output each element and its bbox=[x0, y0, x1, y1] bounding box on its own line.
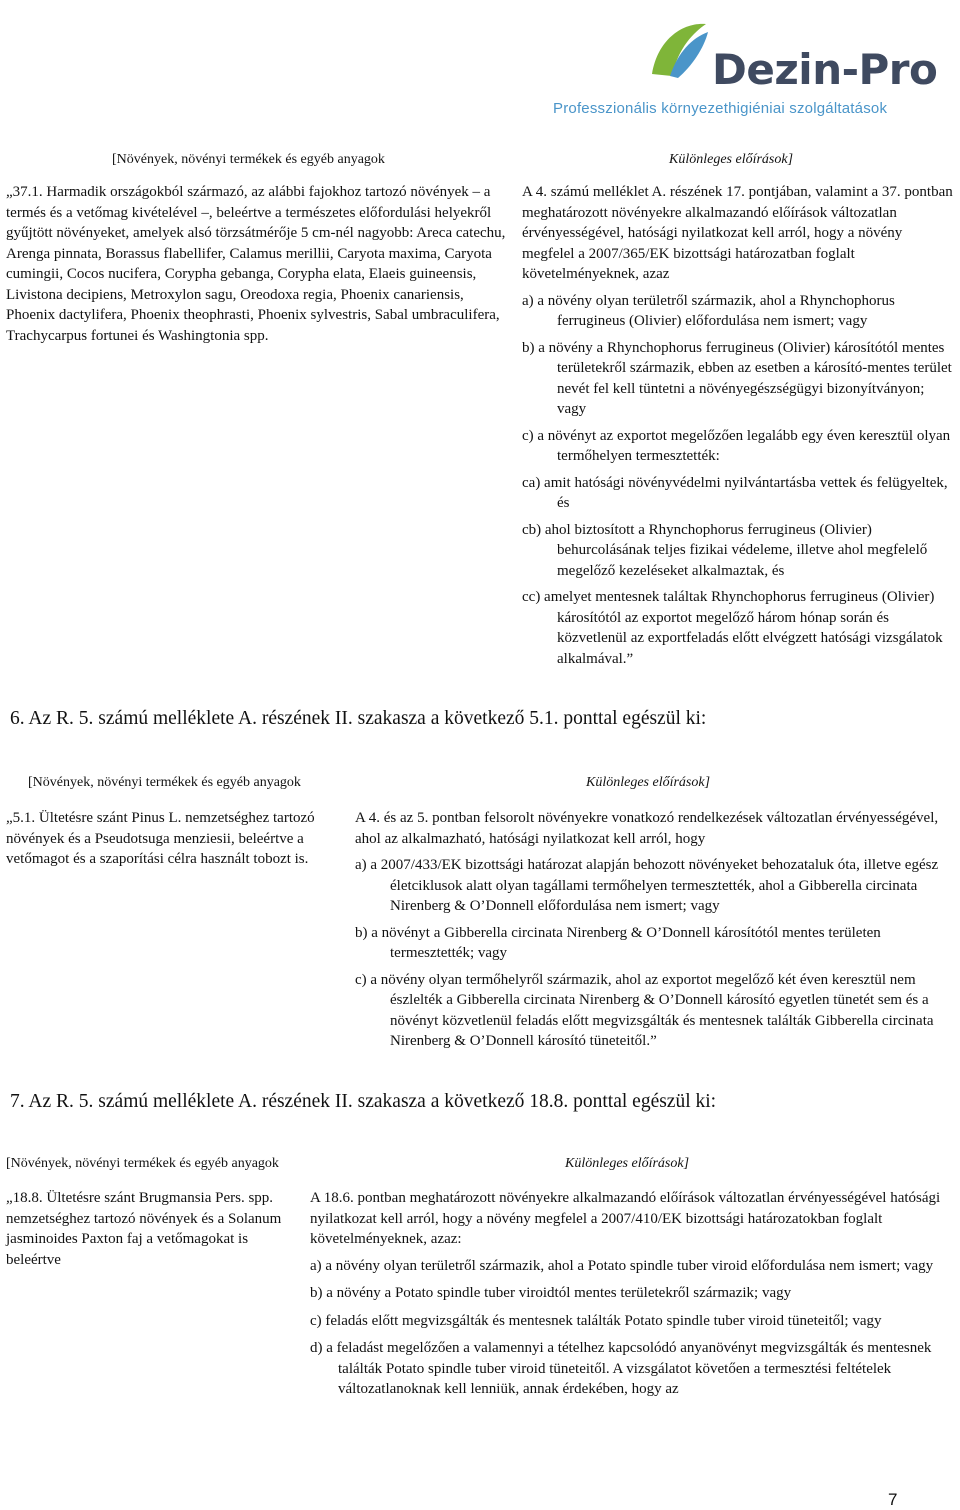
column-header-right: Különleges előírások] bbox=[669, 152, 794, 167]
company-logo-name: Dezin-Pro bbox=[712, 45, 938, 94]
block1-item: cb) ahol biztosított a Rhynchophorus ferrugineus (Olivier) behurcolásának teljes fizikai védeleme, illetve ahol megfelelő megelőző kezeléseket alkalmaztak, és bbox=[522, 521, 928, 579]
block3-intro: A 18.6. pontban meghatározott növényekre alkalmazandó előírások változatlan érvényességével hatósági nyilatkozat kell arról, hogy a növény megfelel a 2007/410/EK bizottsági határozatokban foglalt követelményeknek, azaz: bbox=[310, 1190, 941, 1247]
block3-item: a) a növény olyan területről származik, ahol a Potato spindle tuber viroid előfordulása nem ismert; vagy bbox=[310, 1257, 934, 1274]
block2-item: b) a növényt a Gibberella circinata Nirenberg & O’Donnell károsítótól mentes területen termesztették; vagy bbox=[355, 924, 881, 961]
block2-item: a) a 2007/433/EK bizottsági határozat alapján behozott növényeket behozataluk óta, illetve egész életciklusok alatt olyan tagállami termőhelyen termesztették, ahol a Gibberella circinata Nirenberg & O’Donnell előfordulása nem ismert; vagy bbox=[355, 857, 939, 914]
block3-left-text: „18.8. Ültetésre szánt Brugmansia Pers. spp. nemzetséghez tartozó növények és a Solanum jasminoides Paxton faj a vetőmagokat is beleértve bbox=[6, 1190, 282, 1268]
block1-item: ca) amit hatósági növényvédelmi nyilvántartásba vettek és felügyeltek, és bbox=[522, 474, 948, 511]
block3-item: b) a növény a Potato spindle tuber viroidtól mentes területekről származik; vagy bbox=[310, 1285, 792, 1301]
block1-left-text: „37.1. Harmadik országokból származó, az alábbi fajokhoz tartozó növények – a termés és a vetőmag kivételével –, beleértve a természetes előfordulási helyekről gyűjtött növényeket, amelyek alsó törzsátmérője 5 cm-nél nagyobb: Areca catechu, Arenga pinnata, Borassus flabellifer, Calamus merillii, Caryota maxima, Caryota cumingii, Cocos nucifera, Corypha gebanga, Corypha elata, Elaeis guineensis, Livistona decipiens, Metroxylon sagu, Oreodoxa regia, Phoenix canariensis, Phoenix dactylifera, Phoenix theophrasti, Phoenix sylvestris, Sabal umbraculifera, Trachycarpus fortunei és Washingtonia spp. bbox=[6, 184, 506, 344]
block1-right-column bbox=[522, 182, 956, 675]
column-header-left: [Növények, növényi termékek és egyéb anyagok bbox=[28, 775, 301, 790]
block2-intro: A 4. és az 5. pontban felsorolt növényekre vonatkozó rendelkezések változatlan érvényességével, ahol az alkalmazható, hatósági nyilatkozat kell arról, hogy bbox=[355, 810, 939, 847]
section-6-title: 6. Az R. 5. számú melléklete A. részének II. szakasza a következő 5.1. ponttal egészül ki: bbox=[10, 708, 707, 729]
block2-right-column bbox=[355, 808, 955, 1058]
column-header-right: Különleges előírások] bbox=[565, 1156, 690, 1171]
block3-item: c) feladás előtt megvizsgálták és mentesnek találták Potato spindle tuber viroid tüneteitől; vagy bbox=[310, 1312, 882, 1329]
column-header-right: Különleges előírások] bbox=[586, 775, 711, 790]
page-number: 7 bbox=[888, 1490, 898, 1509]
block1-item: b) a növény a Rhynchophorus ferrugineus (Olivier) károsítótól mentes területekről származik, ebben az esetben a károsító-mentes terület nevét fel kell tüntetni a növényegészségügyi bizonyítványon; vagy bbox=[522, 339, 952, 417]
company-tagline: Professzionális környezethigiéniai szolgáltatások bbox=[553, 100, 888, 117]
column-header-left: [Növények, növényi termékek és egyéb anyagok bbox=[112, 152, 385, 167]
column-header-left: [Növények, növényi termékek és egyéb anyagok bbox=[6, 1156, 279, 1171]
block1-item: c) a növényt az exportot megelőzően legalább egy éven keresztül olyan termőhelyen termesztették: bbox=[522, 427, 951, 464]
block1-item: cc) amelyet mentesnek találtak Rhynchophorus ferrugineus (Olivier) károsítótól az exportot megelőző három hónap során és közvetlenül az exportfeladás előtt elvégzett hatósági vizsgálatok alkalmával.” bbox=[522, 589, 943, 667]
company-logo-icon bbox=[648, 18, 710, 80]
block2-item: c) a növény olyan termőhelyről származik, ahol az exportot megelőző két éven keresztül nem észlelték a Gibberella circinata Nirenberg & O’Donnell károsító egyetlen tünetét sem és a növényt közvetlenül feladás előtt megvizsgálták és mentesnek találták Gibberella circinata Nirenberg & O’Donnell károsító tüneteitől.” bbox=[355, 971, 934, 1049]
block2-left-text: „5.1. Ültetésre szánt Pinus L. nemzetséghez tartozó növények és a Pseudotsuga menziesii, beleértve a vetőmagot és a szaporítási célra használt tobozt is. bbox=[6, 810, 315, 867]
block1-intro: A 4. számú melléklet A. részének 17. pontjában, valamint a 37. pontban meghatározott növényekre alkalmazandó előírások változatlan érvényességével, hatósági nyilatkozat kell arról, hogy a növény megfelel a 2007/365/EK bizottsági határozatban foglalt követelményeknek, azaz bbox=[522, 184, 953, 282]
block3-item: d) a feladást megelőzően a valamennyi a tételhez kapcsolódó anyanövényt megvizsgálták és mentesnek találták Potato spindle tuber viroid tüneteitől. A vizsgálatot követően a termesztési feltételek változatlanoknak kell lenniük, annak érdekében, hogy az bbox=[310, 1340, 932, 1397]
block1-item: a) a növény olyan területről származik, ahol a Rhynchophorus ferrugineus (Olivier) előfordulása nem ismert; vagy bbox=[522, 292, 895, 329]
section-7-title: 7. Az R. 5. számú melléklete A. részének II. szakasza a következő 18.8. ponttal egészül ki: bbox=[10, 1091, 717, 1112]
block3-right-column bbox=[310, 1188, 955, 1407]
